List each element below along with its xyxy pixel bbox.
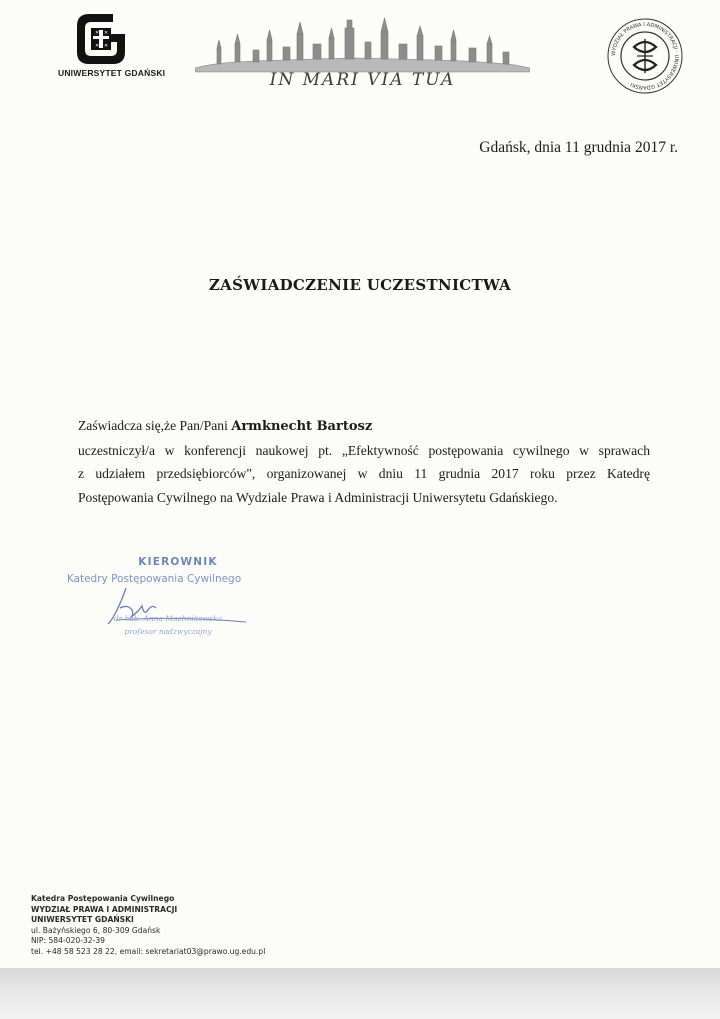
university-name: UNIWERSYTET GDAŃSKI: [58, 68, 166, 78]
stamp-position: profesor nadzwyczajny: [124, 627, 212, 636]
footer-street: ul. Bażyńskiego 6, 80-309 Gdańsk: [31, 925, 161, 935]
participant-name: Armknecht Bartosz: [231, 419, 373, 434]
svg-text:✕: ✕: [104, 30, 109, 36]
document-date: Gdańsk, dnia 11 grudnia 2017 r.: [479, 139, 678, 156]
footer-university: UNIWERSYTET GDAŃSKI: [31, 915, 134, 925]
svg-text:✕: ✕: [95, 43, 100, 49]
svg-text:✕: ✕: [95, 30, 100, 36]
body-line-1-prefix: Zaświadcza się,że Pan/Pani: [78, 418, 232, 433]
footer-nip: NIP: 584-020-32-39: [31, 936, 106, 946]
body-line-1: [78, 414, 650, 439]
footer-address: [31, 894, 371, 958]
scales-of-justice-icon: [634, 39, 656, 73]
seal-text: WYDZIAŁ PRAWA I ADMINISTRACJI · UNIWERSYTET GDAŃSKI ·: [610, 21, 680, 91]
university-logo: [58, 12, 166, 82]
svg-text:✕: ✕: [104, 43, 109, 49]
footer-faculty: WYDZIAŁ PRAWA I ADMINISTRACJI: [31, 904, 178, 914]
stamp-title: KIEROWNIK: [138, 556, 218, 568]
stamp-name: dr hab. Anna Machnikowska: [113, 614, 223, 623]
footer-department: Katedra Postępowania Cywilnego: [31, 894, 175, 903]
scan-shadow-bar: [0, 968, 720, 1019]
body-line-4: Postępowania Cywilnego na Wydziale Prawa i Administracji Uniwersytetu Gdańskiego.: [78, 489, 558, 505]
ug-emblem-icon: [75, 12, 127, 66]
document-title: ZAŚWIADCZENIE UCZESTNICTWA: [208, 276, 512, 294]
faculty-seal: [606, 17, 684, 95]
body-line-2: uczestniczył/a w konferencji naukowej pt. „Efektywność postępowania cywilnego w sprawach: [78, 442, 650, 458]
certificate-body: [78, 414, 650, 509]
body-line-3: z udziałem przedsiębiorców", organizowanej w dniu 11 grudnia 2017 roku przez Katedrę: [78, 466, 650, 481]
gdansk-skyline-illustration: [195, 14, 530, 74]
stamp-department: Katedry Postępowania Cywilnego: [66, 573, 242, 585]
footer-contact: tel. +48 58 523 28 22, email: sekretariat03@prawo.ug.edu.pl: [31, 946, 266, 956]
university-motto: IN MARI VIA TUA: [269, 70, 456, 90]
